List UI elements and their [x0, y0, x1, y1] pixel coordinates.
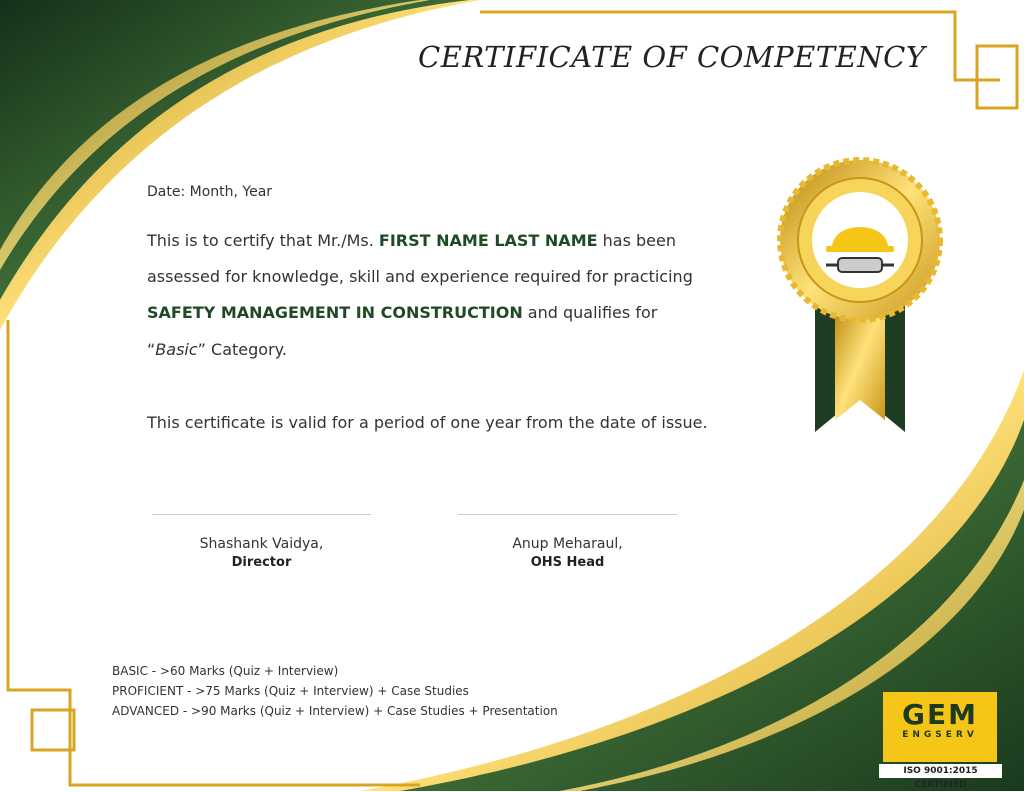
logo-main-text: GEM [902, 698, 978, 731]
body-line-4 [147, 340, 287, 359]
signatory-name: Anup Meharaul, [512, 536, 623, 552]
iso-certification-label: ISO 9001:2015 CERTIFIED [879, 764, 1002, 778]
body-line-2: assessed for knowledge, skill and experience required for practicing [147, 267, 693, 286]
course-name: SAFETY MANAGEMENT IN CONSTRUCTION [147, 303, 523, 322]
award-seal [780, 160, 940, 432]
body-line-3 [147, 303, 657, 322]
text: ” Category. [197, 340, 287, 359]
signatory-title: Director [231, 555, 292, 570]
logo-sub-text: ENGSERV [902, 730, 978, 740]
signatory-title: OHS Head [530, 555, 605, 570]
green-swoosh-top-left [0, 0, 470, 300]
signature-line [458, 514, 677, 515]
certificate-title: CERTIFICATE OF COMPETENCY [418, 40, 926, 74]
issue-date: Date: Month, Year [147, 184, 273, 200]
legend-basic: BASIC - >60 Marks (Quiz + Interview) [112, 664, 339, 678]
text: This is to certify that Mr./Ms. [147, 231, 379, 250]
validity-statement: This certificate is valid for a period of one year from the date of issue. [147, 413, 708, 432]
signatory-name: Shashank Vaidya, [199, 536, 324, 552]
text: has been [597, 231, 676, 250]
category-name: Basic [155, 340, 198, 359]
signature-line [152, 514, 371, 515]
legend-advanced: ADVANCED - >90 Marks (Quiz + Interview) + Case Studies + Presentation [112, 704, 558, 718]
body-line-1 [147, 231, 676, 250]
text: and qualifies for [522, 303, 658, 322]
text: “ [147, 340, 156, 359]
legend-proficient: PROFICIENT - >75 Marks (Quiz + Interview) + Case Studies [112, 684, 469, 698]
recipient-name: FIRST NAME LAST NAME [378, 231, 598, 250]
company-logo [883, 692, 997, 762]
